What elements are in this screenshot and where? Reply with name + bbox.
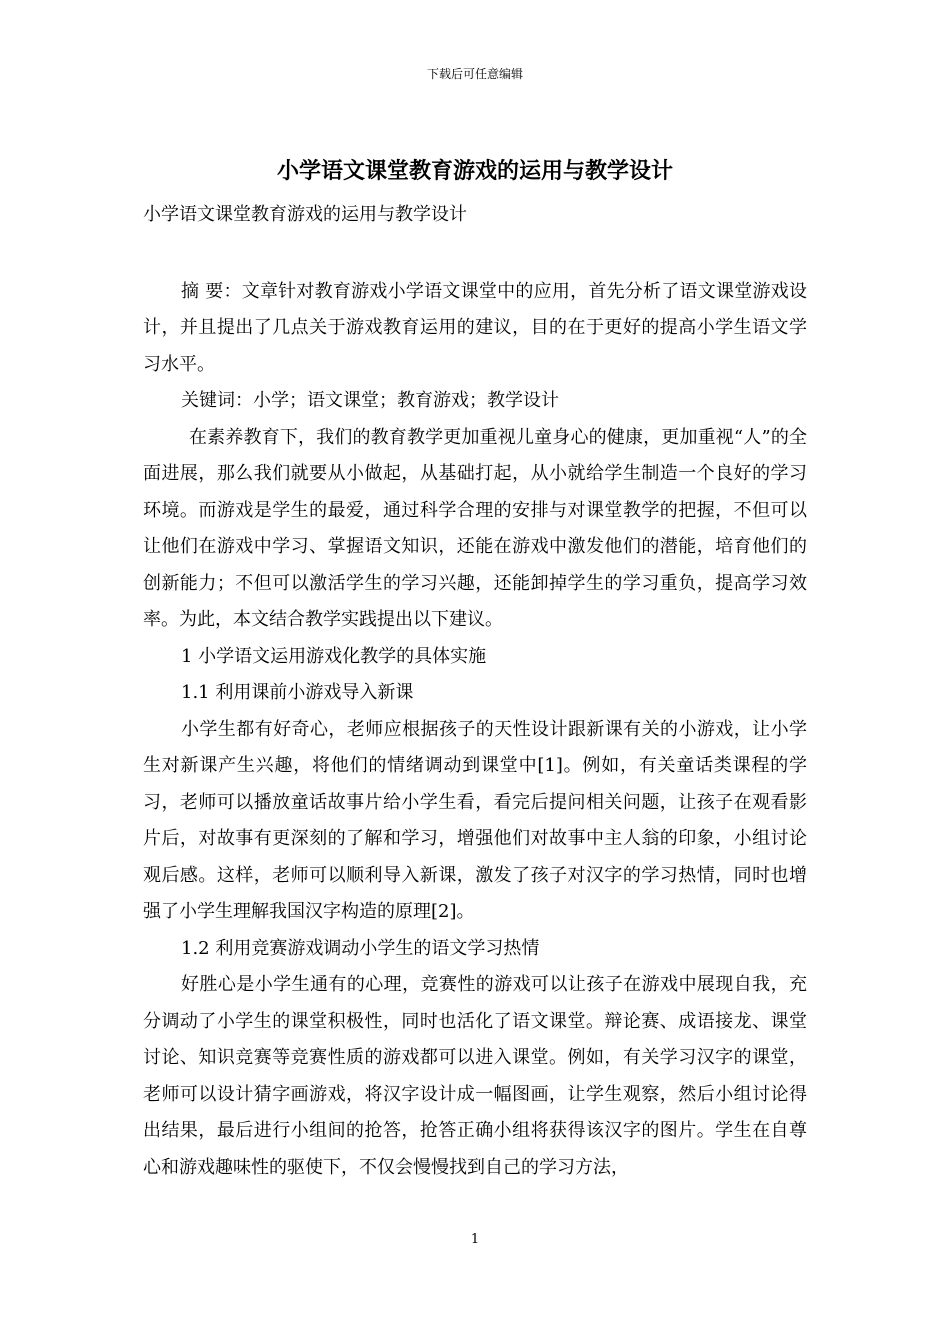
- body-paragraph-1-2: 好胜心是小学生通有的心理，竞赛性的游戏可以让孩子在游戏中展现自我，充分调动了小学生的课堂积极性，同时也活化了语文课堂。辩论赛、成语接龙、课堂讨论、知识竞赛等竞赛性质的游戏都可以进入课堂。例如，有关学习汉字的课堂，老师可以设计猜字画游戏，将汉字设计成一幅图画，让学生观察，然后小组讨论得出结果，最后进行小组间的抢答，抢答正确小组将获得该汉字的图片。学生在自尊心和游戏趣味性的驱使下，不仅会慢慢找到自己的学习方法，: [143, 974, 807, 1178]
- keywords-paragraph: 关键词：小学；语文课堂；教育游戏；教学设计: [181, 390, 559, 411]
- body-paragraph-1-1: 小学生都有好奇心，老师应根据孩子的天性设计跟新课有关的小游戏，让小学生对新课产生兴趣，将他们的情绪调动到课堂中[1]。例如，有关童话类课程的学习，老师可以播放童话故事片给小学生看，看完后提问相关问题，让孩子在观看影片后，对故事有更深刻的了解和学习，增强他们对故事中主人翁的印象，小组讨论观后感。这样，老师可以顺利导入新课，激发了孩子对汉字的学习热情，同时也增强了小学生理解我国汉字构造的原理[2]。: [143, 718, 807, 922]
- section-heading-1: 1 小学语文运用游戏化教学的具体实施: [181, 645, 487, 667]
- section-heading-1-2: 1.2 利用竞赛游戏调动小学生的语文学习热情: [181, 937, 540, 959]
- blank-line: [143, 234, 807, 274]
- header-note: 下载后可任意编辑: [426, 67, 523, 81]
- document-subtitle: 小学语文课堂教育游戏的运用与教学设计: [143, 204, 467, 225]
- intro-paragraph: 在素养教育下，我们的教育教学更加重视儿童身心的健康，更加重视“人”的全面进展，那么我们就要从小做起，从基础打起，从小就给学生制造一个良好的学习环境。而游戏是学生的最爱，通过科学合理的安排与对课堂教学的把握，不但可以让他们在游戏中学习、掌握语文知识，还能在游戏中激发他们的潜能，培育他们的创新能力；不但可以激活学生的学习兴趣，还能卸掉学生的学习重负，提高学习效率。为此，本文结合教学实践提出以下建议。: [143, 426, 807, 630]
- page-number: 1: [470, 1232, 480, 1247]
- document-body: [143, 197, 807, 1186]
- abstract-paragraph: 摘 要：文章针对教育游戏小学语文课堂中的应用，首先分析了语文课堂游戏设计，并且提出了几点关于游戏教育运用的建议，目的在于更好的提高小学生语文学习水平。: [143, 280, 807, 375]
- document-title: 小学语文课堂教育游戏的运用与教学设计: [276, 158, 673, 184]
- section-heading-1-1: 1.1 利用课前小游戏导入新课: [181, 682, 414, 703]
